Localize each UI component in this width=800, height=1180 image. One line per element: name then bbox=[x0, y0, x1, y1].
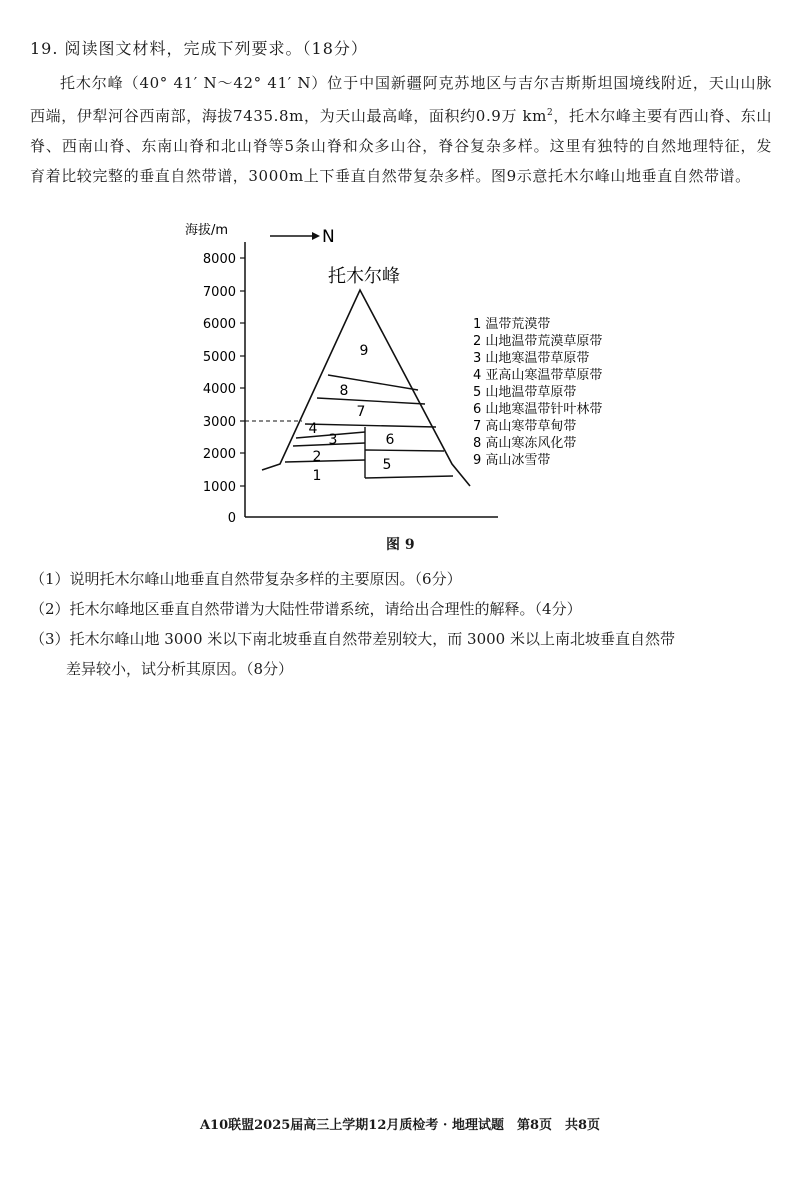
zone-number: 8 bbox=[339, 383, 349, 399]
legend bbox=[473, 316, 602, 468]
zone-numbers bbox=[309, 343, 395, 484]
sub-question-1: （1）说明托木尔峰山地垂直自然带复杂多样的主要原因。（6分） bbox=[30, 570, 462, 588]
y-tick-label: 6000 bbox=[202, 317, 236, 332]
sub-questions bbox=[30, 564, 780, 684]
legend-item: 3 山地寒温带草原带 bbox=[473, 351, 590, 366]
y-tick-label: 2000 bbox=[202, 447, 236, 462]
paragraph-text-1: 托木尔峰（40° 41′ N～42° 41′ N）位于中国新疆阿克苏地区与吉尔吉斯斯坦国境线附近，天山山脉西端，伊犁河谷西南部，海拔7435.8m，为天山最高峰，面积约0.9万 km bbox=[30, 74, 772, 125]
paragraph-text-2: ，托木尔峰主要有西山脊、东山脊、西南山脊、东南山脊和北山脊等5条山脊和众多山谷，脊谷复杂多样。这里有独特的自然地理特征，发育着比较完整的垂直自然带谱，3000m上下垂直自然带复杂多样。图9示意托木尔峰山地垂直自然带谱。 bbox=[30, 107, 773, 185]
area-unit-superscript: 2 bbox=[547, 108, 554, 118]
zone-number: 9 bbox=[359, 343, 369, 359]
y-tick-label: 4000 bbox=[202, 382, 236, 397]
mountain-outline bbox=[262, 290, 470, 486]
legend-item: 4 亚高山寒温带草原带 bbox=[473, 368, 603, 383]
legend-item: 2 山地温带荒漠草原带 bbox=[473, 334, 603, 349]
zone-number: 4 bbox=[308, 421, 318, 437]
north-label: N bbox=[322, 227, 335, 247]
y-tick-label: 8000 bbox=[202, 252, 236, 267]
legend-item: 7 高山寒带草甸带 bbox=[473, 419, 577, 434]
y-tick-label: 1000 bbox=[202, 480, 236, 495]
y-tick-label: 5000 bbox=[202, 350, 236, 365]
sub-question-3-continued: 差异较小，试分析其原因。（8分） bbox=[66, 660, 294, 678]
zone-number: 7 bbox=[356, 404, 366, 420]
legend-item: 8 高山寒冻风化带 bbox=[473, 436, 577, 451]
question-title: 19. 阅读图文材料，完成下列要求。（18分） bbox=[30, 39, 368, 58]
y-axis-label: 海拔/m bbox=[185, 223, 229, 238]
zone-number: 3 bbox=[328, 432, 338, 448]
y-tick-labels bbox=[203, 252, 236, 526]
peak-label: 托木尔峰 bbox=[328, 266, 400, 287]
zone-number: 6 bbox=[385, 432, 395, 448]
question-paragraph bbox=[30, 68, 772, 191]
legend-item: 1 温带荒漠带 bbox=[473, 317, 551, 332]
legend-item: 5 山地温带草原带 bbox=[473, 385, 577, 400]
figure-caption: 图 9 bbox=[386, 537, 415, 553]
zone-number: 1 bbox=[312, 468, 322, 484]
zone-number: 2 bbox=[312, 449, 322, 465]
north-arrow-icon bbox=[270, 232, 320, 240]
zone-number: 5 bbox=[382, 457, 392, 473]
y-tick-label: 3000 bbox=[202, 415, 236, 430]
vertical-zone-diagram bbox=[180, 220, 650, 560]
page-footer: A10联盟2025届高三上学期12月质检考 · 地理试题 第8页 共8页 bbox=[199, 1118, 601, 1133]
legend-item: 9 高山冰雪带 bbox=[473, 453, 551, 468]
sub-question-3: （3）托木尔峰山地 3000 米以下南北坡垂直自然带差别较大，而 3000 米以上南北坡垂直自然带 bbox=[30, 630, 675, 648]
sub-question-2: （2）托木尔峰地区垂直自然带谱为大陆性带谱系统，请给出合理性的解释。（4分） bbox=[30, 600, 582, 618]
legend-item: 6 山地寒温带针叶林带 bbox=[473, 402, 603, 417]
y-tick-label: 7000 bbox=[202, 285, 236, 300]
y-tick-label: 0 bbox=[227, 511, 236, 526]
